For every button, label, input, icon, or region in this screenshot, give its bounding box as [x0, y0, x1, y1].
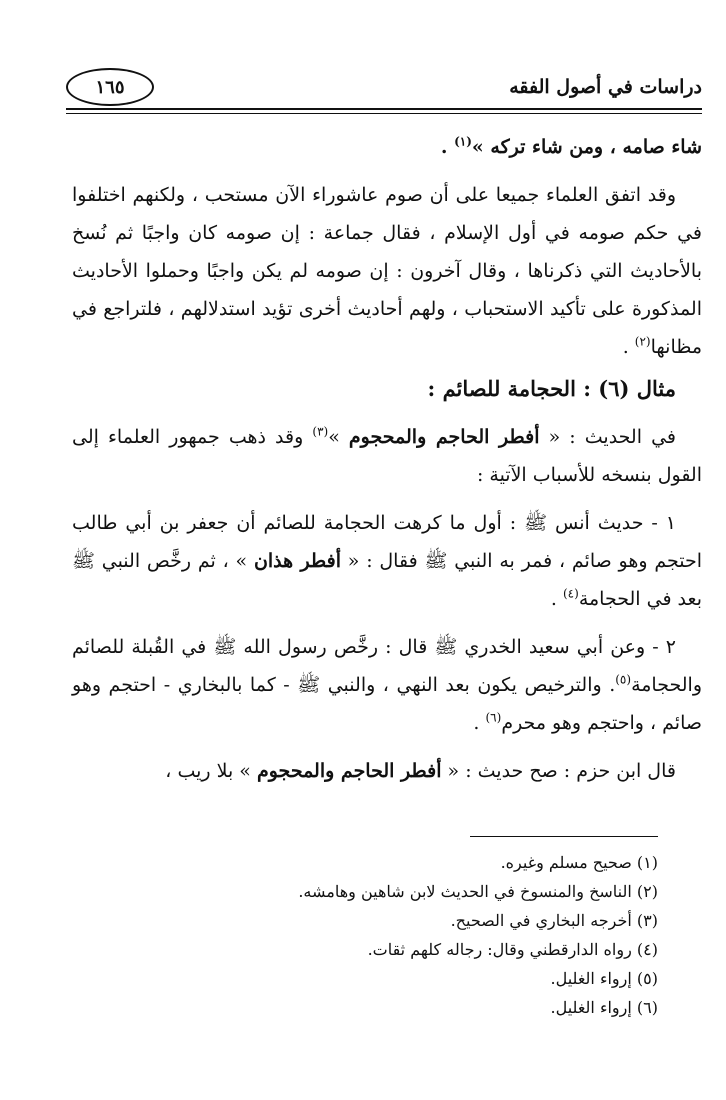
header-rule	[66, 108, 702, 110]
running-title: دراسات في أصول الفقه	[509, 76, 702, 98]
page-number: ١٦٥	[95, 76, 125, 98]
footnote: (٦) إرواء الغليل.	[550, 998, 658, 1017]
section-heading: مثال (٦) : الحجامة للصائم :	[427, 376, 676, 401]
footnote-ref: (٤)	[562, 586, 579, 601]
footnote-ref: (٣)	[312, 424, 329, 439]
footnote-ref: (٢)	[634, 334, 651, 349]
paragraph-hijama: في الحديث : « أفطر الحاجم والمحجوم »$^{(٣)}$ وقد ذهب جمهور العلماء إلى القول بنسخه للأسباب الآتية :	[72, 424, 702, 486]
footnote: (١) صحيح مسلم وغيره.	[500, 853, 658, 872]
header-rule-thin	[66, 113, 702, 114]
footnote-ref: (٥)	[615, 672, 632, 687]
paragraph-khudri: ٢ - وعن أبي سعيد الخدري ﷺ قال : رخَّص رسول الله ﷺ في القُبلة للصائم والحجامة$^{(٥)}$. والترخيص يكون بعد النهي ، والنبي ﷺ - كما بالبخاري - احتجم وهو صائم ، واحتجم وهو محرم$^{(٦)}$ .	[72, 636, 702, 734]
footnote: (٥) إرواء الغليل.	[550, 969, 658, 988]
paragraph-continuation: شاء صامه ، ومن شاء تركه »$^{(١)}$ .	[440, 134, 702, 158]
footnote: (٤) رواه الدارقطني وقال: رجاله كلهم ثقات.	[367, 940, 658, 959]
paragraph-anas: ١ - حديث أنس ﷺ : أول ما كرهت الحجامة للصائم أن جعفر بن أبي طالب احتجم وهو صائم ، فمر به النبي ﷺ فقال : « أفطر هذان » ، ثم رخَّص النبي ﷺ بعد في الحجامة$^{(٤)}$ .	[72, 512, 702, 610]
footnote: (٣) أخرجه البخاري في الصحيح.	[450, 911, 658, 930]
footnote-ref: (١)	[454, 134, 472, 149]
main-text	[72, 128, 702, 790]
page-header	[66, 64, 702, 112]
page-number-oval	[66, 68, 154, 106]
paragraph-ibn-hazm: قال ابن حزم : صح حديث : « أفطر الحاجم والمحجوم » بلا ريب ،	[165, 760, 676, 782]
paragraph-ashura: وقد اتفق العلماء جميعا على أن صوم عاشوراء الآن مستحب ، ولكنهم اختلفوا في حكم صومه في أول الإسلام ، فقال جماعة : إن صومه كان واجبًا ثم نُسخ بالأحاديث التي ذكرناها ، وقال آخرون : إن صومه لم يكن واجبًا وحملوا الأحاديث المذكورة على تأكيد الاستحباب ، ولهم أحاديث أخرى تؤيد استدلالهم ، فلتراجع في مظانها$^{(٢)}$ .	[72, 184, 702, 358]
footnote-separator	[470, 836, 658, 837]
footnotes	[98, 848, 658, 1022]
footnote: (٢) الناسخ والمنسوخ في الحديث لابن شاهين وهامشه.	[298, 882, 658, 901]
footnote-ref: (٦)	[485, 710, 502, 725]
